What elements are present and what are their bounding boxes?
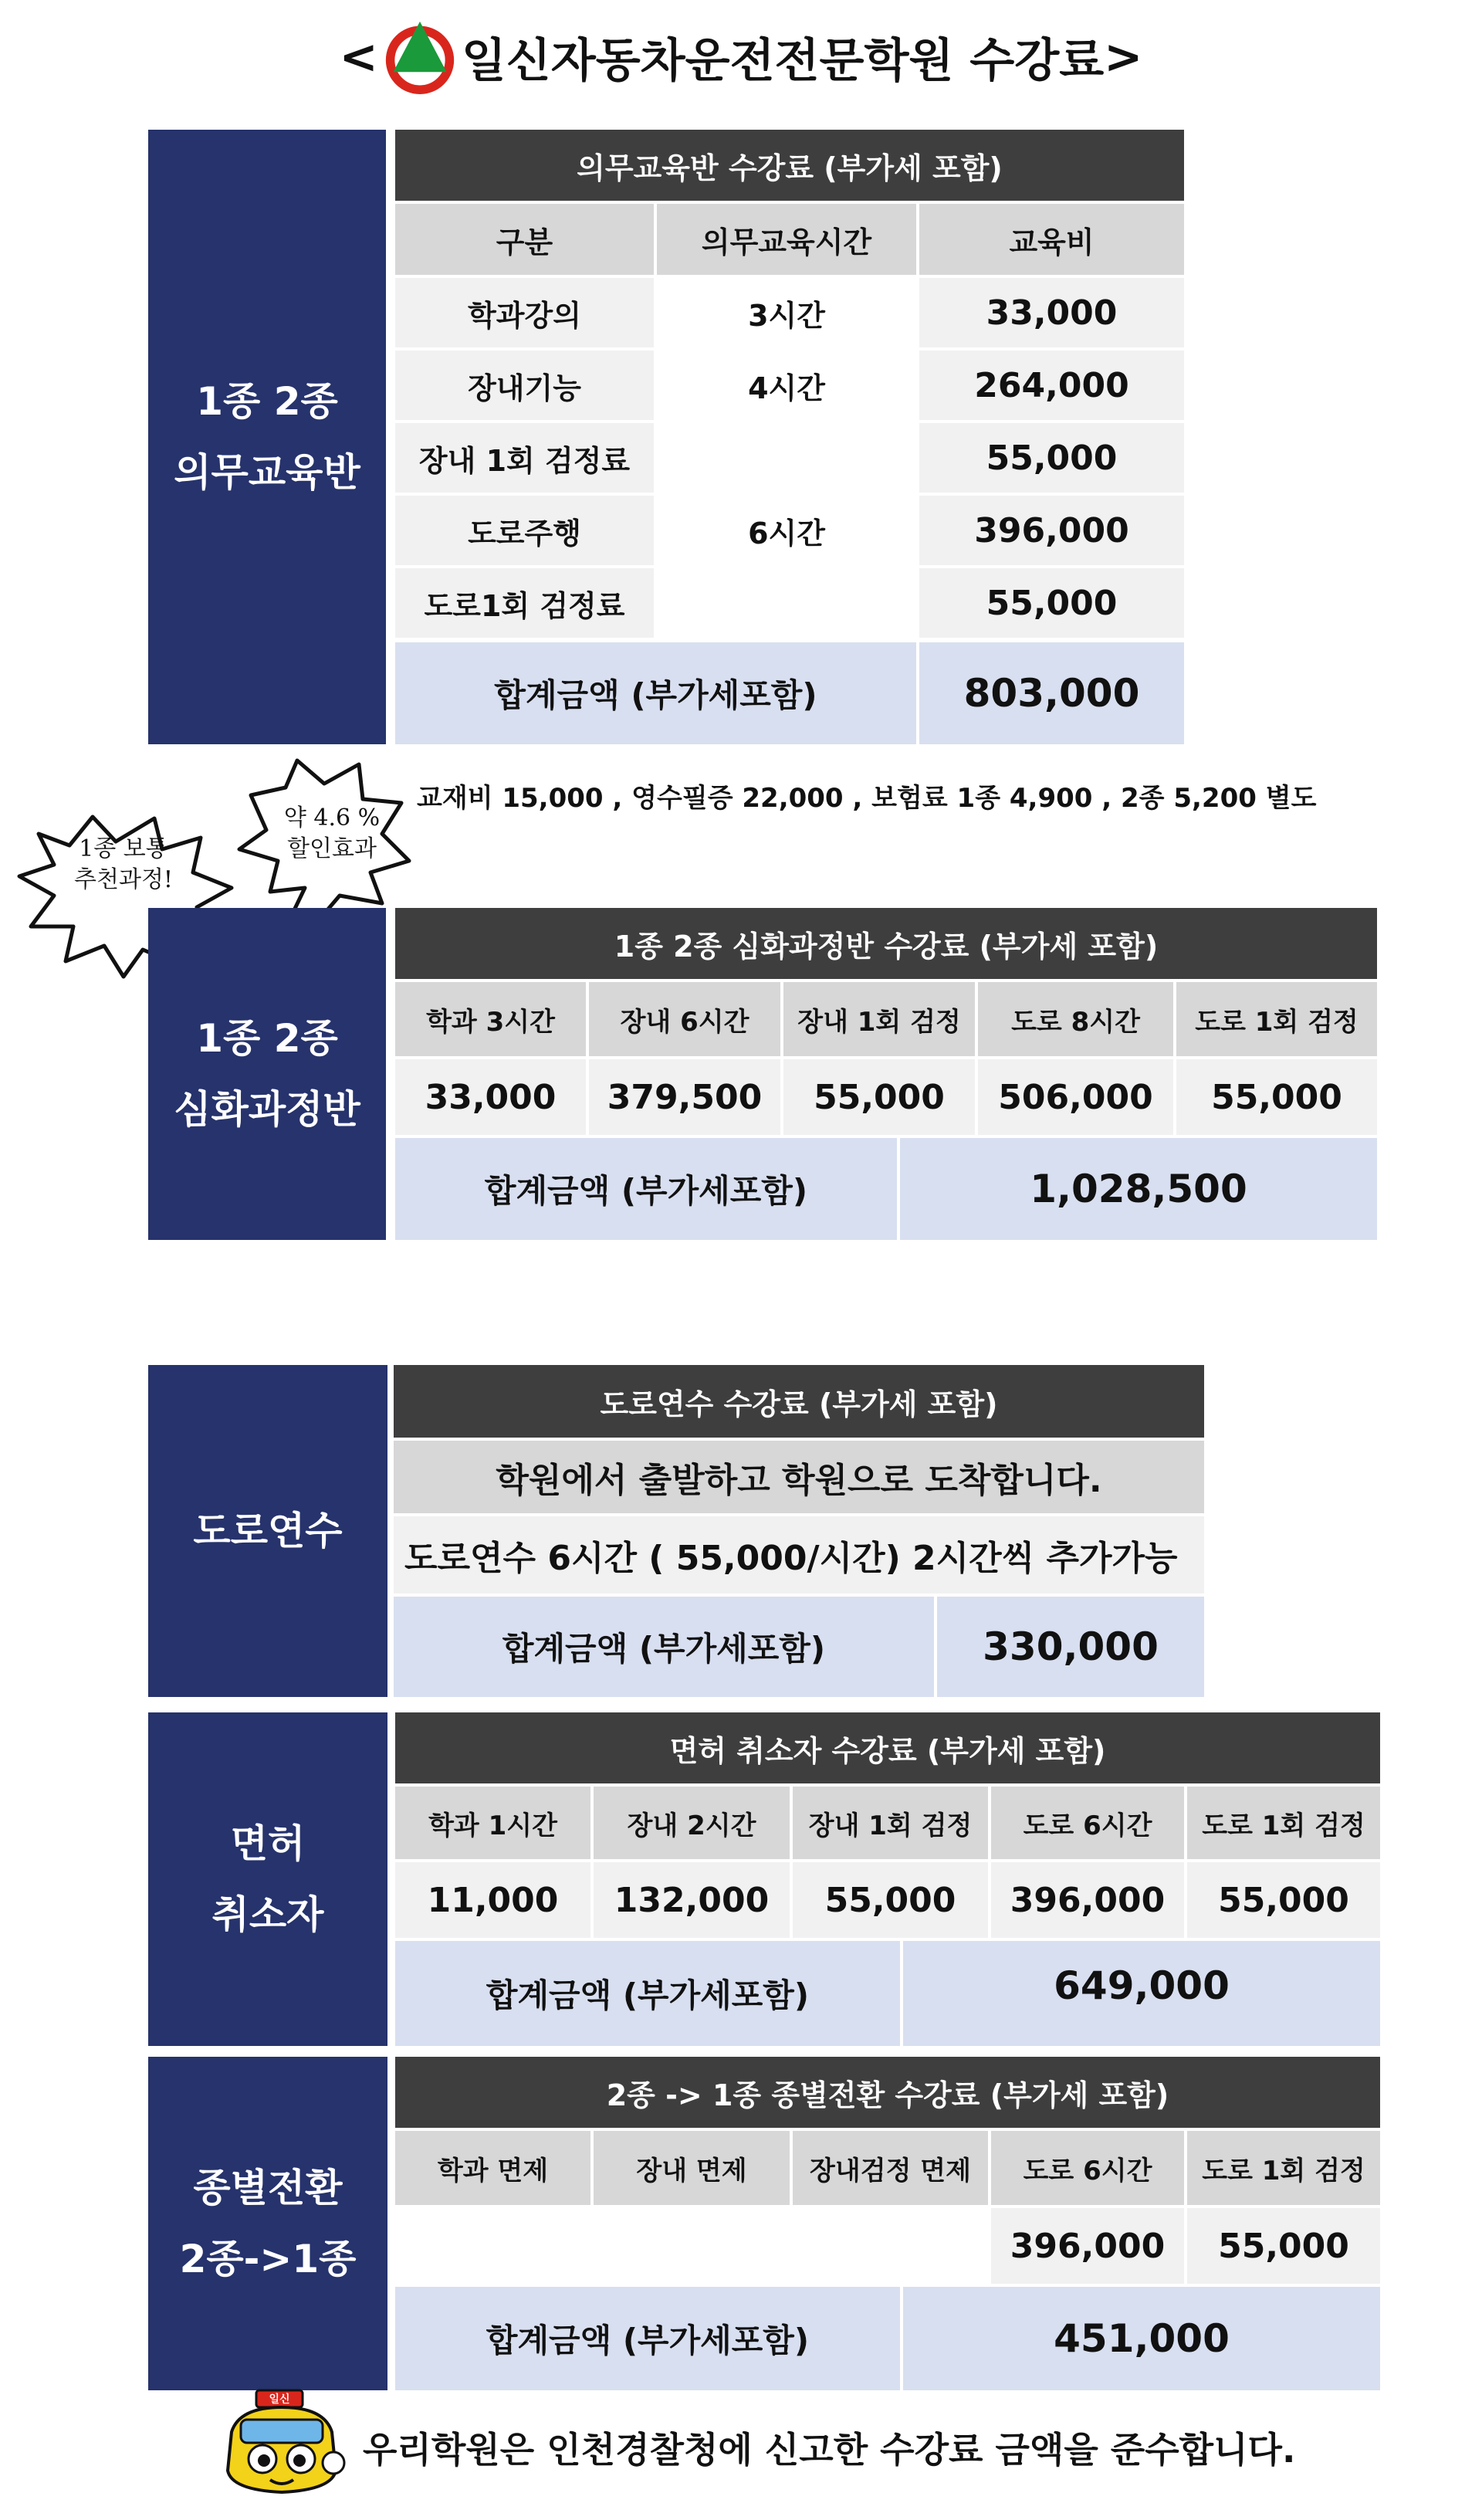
discount-bubble-line1: 약 4.6 % — [283, 804, 381, 832]
mandatory-total-label: 합계금액 (부가세포함) — [395, 642, 916, 744]
revoked-value: 11,000 — [395, 1862, 590, 1938]
mandatory-col-item: 구분 — [395, 204, 654, 275]
page-title — [0, 17, 1482, 97]
mandatory-row-fee: 264,000 — [919, 351, 1184, 420]
road-header: 도로연수 수강료 (부가세 포함) — [394, 1365, 1204, 1438]
mandatory-row-fee: 55,000 — [919, 568, 1184, 638]
intensive-side-label — [148, 908, 386, 1240]
intensive-col: 도로 1회 검정 — [1176, 982, 1377, 1056]
mandatory-row-hours — [657, 568, 916, 638]
revoked-col: 장내 1회 검정 — [793, 1787, 988, 1859]
conversion-col: 장내검정 면제 — [793, 2131, 988, 2205]
mascot-roof-label: 일신 — [269, 2393, 290, 2406]
conversion-header: 2종 -> 1종 종별전환 수강료 (부가세 포함) — [395, 2057, 1380, 2128]
conversion-value — [594, 2208, 790, 2284]
mandatory-row-hours — [657, 423, 916, 493]
intensive-side-line1: 1종 2종 — [196, 1016, 338, 1061]
revoked-value: 132,000 — [594, 1862, 790, 1938]
revoked-col: 도로 1회 검정 — [1187, 1787, 1380, 1859]
title-left-bracket: < — [339, 30, 378, 84]
conversion-col: 학과 면제 — [395, 2131, 590, 2205]
intensive-value: 33,000 — [395, 1059, 586, 1135]
road-side-label: 도로연수 — [148, 1365, 387, 1697]
mandatory-row-hours: 3시간 — [657, 278, 916, 347]
mandatory-row-fee: 33,000 — [919, 278, 1184, 347]
conversion-col: 장내 면제 — [594, 2131, 790, 2205]
conversion-total-label: 합계금액 (부가세포함) — [395, 2287, 900, 2390]
mandatory-row-item: 장내 1회 검정료 — [395, 423, 654, 493]
conversion-side-line2: 2종->1종 — [179, 2237, 357, 2281]
mandatory-total-value: 803,000 — [919, 642, 1184, 744]
intensive-total-label: 합계금액 (부가세포함) — [395, 1138, 897, 1240]
extra-fees-note: 교재비 15,000 , 영수필증 22,000 , 보험료 1종 4,900 , 2종 5,200 별도 — [417, 782, 1317, 814]
intensive-header: 1종 2종 심화과정반 수강료 (부가세 포함) — [395, 908, 1377, 979]
mandatory-side-label — [148, 130, 386, 744]
conversion-side-label — [148, 2057, 387, 2390]
mandatory-row-hours: 6시간 — [657, 496, 916, 565]
mandatory-row-item: 도로주행 — [395, 496, 654, 565]
discount-bubble-text — [262, 803, 401, 865]
conversion-col: 도로 6시간 — [991, 2131, 1184, 2205]
intensive-col: 장내 1회 검정 — [783, 982, 975, 1056]
title-text: 일신자동차운전전문학원 수강료 — [461, 34, 1105, 88]
road-total-label: 합계금액 (부가세포함) — [394, 1597, 934, 1697]
conversion-value — [793, 2208, 988, 2284]
intensive-value: 379,500 — [589, 1059, 780, 1135]
revoked-col: 도로 6시간 — [991, 1787, 1184, 1859]
mandatory-row-fee: 396,000 — [919, 496, 1184, 565]
revoked-value: 396,000 — [991, 1862, 1184, 1938]
conversion-side-line1: 종별전환 — [193, 2166, 343, 2210]
mandatory-col-fee: 교육비 — [919, 204, 1184, 275]
revoked-side-line1: 면허 — [230, 1821, 306, 1866]
academy-logo-icon — [383, 20, 457, 94]
revoked-side-line2: 취소자 — [211, 1892, 324, 1937]
revoked-total-value: 649,000 — [903, 1941, 1380, 2046]
revoked-total-label: 합계금액 (부가세포함) — [395, 1941, 900, 2046]
mandatory-row-hours: 4시간 — [657, 351, 916, 420]
intensive-col: 도로 8시간 — [978, 982, 1173, 1056]
conversion-col: 도로 1회 검정 — [1187, 2131, 1380, 2205]
intensive-value: 55,000 — [1176, 1059, 1377, 1135]
conversion-value: 55,000 — [1187, 2208, 1380, 2284]
intensive-col: 장내 6시간 — [589, 982, 780, 1056]
conversion-total-value: 451,000 — [903, 2287, 1380, 2390]
revoked-col: 장내 2시간 — [594, 1787, 790, 1859]
road-line1: 학원에서 출발하고 학원으로 도착합니다. — [394, 1441, 1204, 1513]
mandatory-header: 의무교육반 수강료 (부가세 포함) — [395, 130, 1184, 201]
mandatory-side-line1: 1종 2종 — [196, 379, 338, 424]
recommend-bubble-text — [42, 834, 205, 896]
title-right-bracket: > — [1104, 30, 1143, 84]
mandatory-row-item: 도로1회 검정료 — [395, 568, 654, 638]
mandatory-row-item: 학과강의 — [395, 278, 654, 347]
intensive-col: 학과 3시간 — [395, 982, 586, 1056]
revoked-header: 면허 취소자 수강료 (부가세 포함) — [395, 1712, 1380, 1783]
intensive-value: 55,000 — [783, 1059, 975, 1135]
intensive-side-line2: 심화과정반 — [174, 1087, 360, 1132]
road-total-value: 330,000 — [937, 1597, 1204, 1697]
discount-bubble-line2: 할인효과 — [287, 835, 377, 862]
intensive-total-value: 1,028,500 — [900, 1138, 1377, 1240]
revoked-value: 55,000 — [793, 1862, 988, 1938]
revoked-side-label — [148, 1712, 387, 2046]
recommend-bubble-line1: 1종 보통 — [79, 835, 168, 862]
conversion-value — [395, 2208, 590, 2284]
mandatory-col-hours: 의무교육시간 — [657, 204, 916, 275]
intensive-value: 506,000 — [978, 1059, 1173, 1135]
mandatory-row-item: 장내기능 — [395, 351, 654, 420]
mandatory-side-line2: 의무교육반 — [174, 450, 360, 495]
revoked-col: 학과 1시간 — [395, 1787, 590, 1859]
footer-compliance-text: 우리학원은 인천경찰청에 신고한 수강료 금액을 준수합니다. — [363, 2429, 1296, 2471]
mandatory-row-fee: 55,000 — [919, 423, 1184, 493]
road-line2: 도로연수 6시간 ( 55,000/시간) 2시간씩 추가가능 — [394, 1516, 1204, 1594]
recommend-bubble-line2: 추천과정! — [74, 866, 173, 893]
revoked-value: 55,000 — [1187, 1862, 1380, 1938]
conversion-value: 396,000 — [991, 2208, 1184, 2284]
